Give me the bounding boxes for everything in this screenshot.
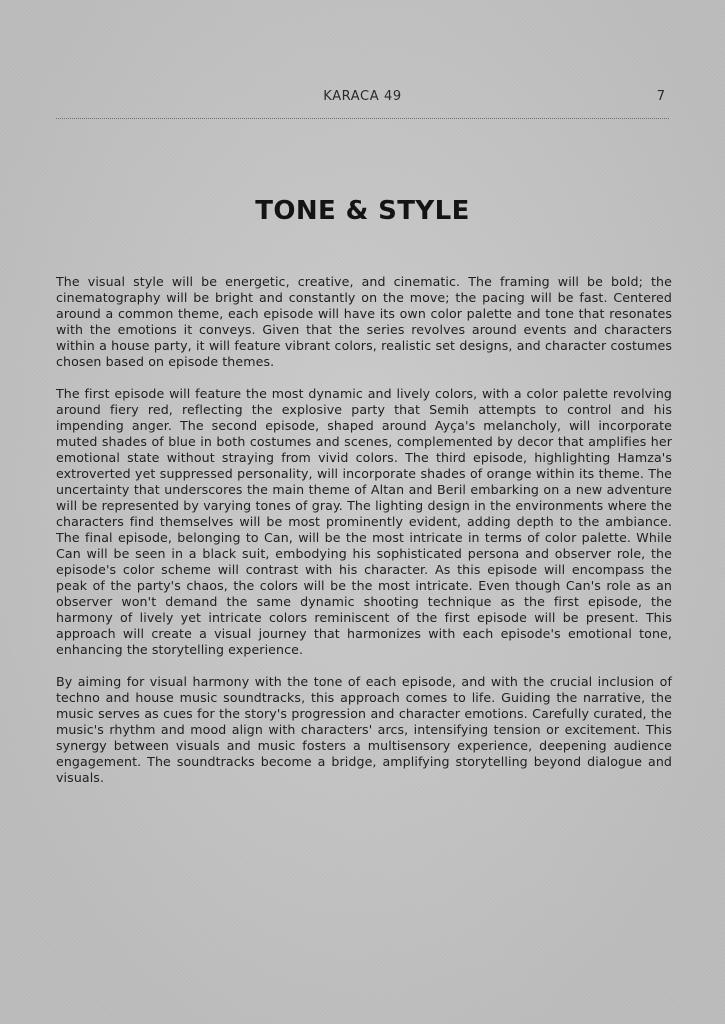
paragraph-music: By aiming for visual harmony with the tone of each episode, and with the crucial inclusion of techno and house music soundtracks, this approach comes to life. Guiding the narrative, the music serves as cues for the story's progression and character emotions. Carefully curated, the music's rhythm and mood align with characters' arcs, intensifying tension or excitement. This synergy between visuals and music fosters a multisensory experience, deepening audience engagement. The soundtracks become a bridge, amplifying storytelling beyond dialogue and visuals. — [56, 674, 672, 785]
page-header — [56, 89, 669, 109]
body-text — [56, 274, 672, 802]
page-title: TONE & STYLE — [255, 196, 470, 226]
header-divider — [56, 118, 669, 119]
running-title: KARACA 49 — [323, 89, 402, 104]
page-number: 7 — [656, 89, 665, 104]
paragraph-episode-colors: The first episode will feature the most dynamic and lively colors, with a color palette revolving around fiery red, reflecting the explosive party that Semih attempts to control and his impending anger. The second episode, shaped around Ayça's melancholy, will incorporate muted shades of blue in both costumes and scenes, complemented by decor that amplifies her emotional state without straying from vivid colors. The third episode, highlighting Hamza's extroverted yet suppressed personality, will incorporate shades of orange within its theme. The uncertainty that underscores the main theme of Altan and Beril embarking on a new adventure will be represented by varying tones of gray. The lighting design in the environments where the characters find themselves will be most prominently evident, adding depth to the ambiance. The final episode, belonging to Can, will be the most intricate in terms of color palette. While Can will be seen in a black suit, embodying his sophisticated persona and observer role, the episode's color scheme will contrast with his character. As this episode will encompass the peak of the party's chaos, the colors will be the most intricate. Even though Can's role as an observer won't demand the same dynamic shooting technique as the first episode, the harmony of lively yet intricate colors reminiscent of the first episode will be present. This approach will create a visual journey that harmonizes with each episode's emotional tone, enhancing the storytelling experience. — [56, 386, 672, 657]
paragraph-visual-style: The visual style will be energetic, creative, and cinematic. The framing will be bold; the cinematography will be bright and constantly on the move; the pacing will be fast. Centered around a common theme, each episode will have its own color palette and tone that resonates with the emotions it conveys. Given that the series revolves around events and characters within a house party, it will feature vibrant colors, realistic set designs, and character costumes chosen based on episode themes. — [56, 274, 672, 369]
